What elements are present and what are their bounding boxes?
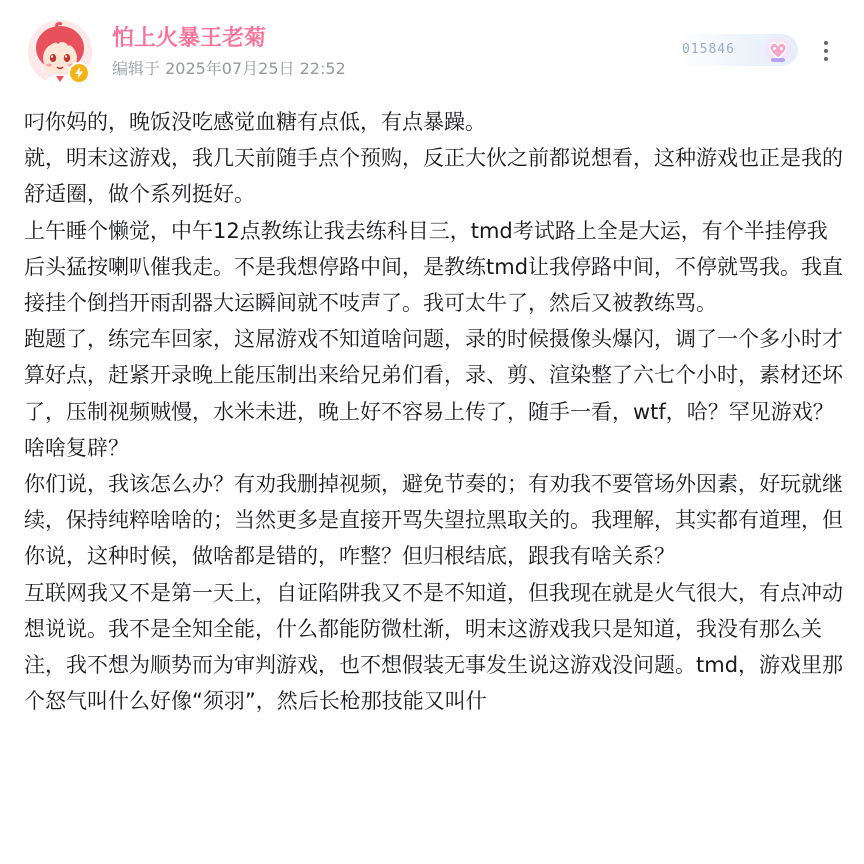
- paragraph: 就，明末这游戏，我几天前随手点个预购，反正大伙之前都说想看，这种游戏也正是我的舒适圈，做个系列挺好。: [24, 146, 843, 207]
- more-dot: [824, 57, 828, 61]
- fan-number: 015846: [682, 42, 735, 57]
- more-dot: [824, 49, 828, 53]
- paragraph: 跑题了，练完车回家，这屌游戏不知道啥问题，录的时候摄像头爆闪，调了一个多小时才算好点，赶紧开录晚上能压制出来给兄弟们看，录、剪、渲染整了六七个小时，素材还坏了，压制视频贼慢，水米未进，晚上好不容易上传了，随手一看，wtf，哈？罕见游戏？啥啥复辟？: [24, 327, 843, 460]
- post-content: [24, 104, 846, 719]
- post-header: [0, 0, 864, 100]
- more-dot: [824, 41, 828, 45]
- paragraph: 叼你妈的，晚饭没吃感觉血糖有点低，有点暴躁。: [24, 110, 486, 134]
- more-vertical-icon[interactable]: [812, 36, 840, 66]
- edit-time: 编辑于 2025年07月25日 22:52: [112, 59, 346, 78]
- lightning-badge-icon: [68, 62, 90, 84]
- fan-number-card[interactable]: [672, 34, 798, 66]
- paragraph: 你们说，我该怎么办？有劝我删掉视频，避免节奏的；有劝我不要管场外因素，好玩就继续，保持纯粹啥啥的；当然更多是直接开骂失望拉黑取关的。我理解，其实都有道理，但你说，这种时候，做啥都是错的，咋整？但归根结底，跟我有啥关系？: [24, 472, 843, 569]
- paragraph: 互联网我又不是第一天上，自证陷阱我又不是不知道，但我现在就是火气很大，有点冲动想说说。我不是全知全能，什么都能防微杜渐，明末这游戏我只是知道，我没有那么关注，我不想为顺势而为审判游戏，也不想假装无事发生说这游戏没问题。tmd，游戏里那个怒气叫什么好像“须羽”，然后长枪那技能又叫什: [24, 580, 844, 714]
- author-name[interactable]: 怕上火暴王老菊: [112, 26, 267, 51]
- fan-medal-icon: [762, 34, 794, 66]
- paragraph: 上午睡个懒觉，中午12点教练让我去练科目三，tmd考试路上全是大运，有个半挂停我后头猛按喇叭催我走。不是我想停路中间，是教练tmd让我停路中间，不停就骂我。我直接挂个倒挡开雨刮器大运瞬间就不吱声了。我可太牛了，然后又被教练骂。: [24, 218, 844, 316]
